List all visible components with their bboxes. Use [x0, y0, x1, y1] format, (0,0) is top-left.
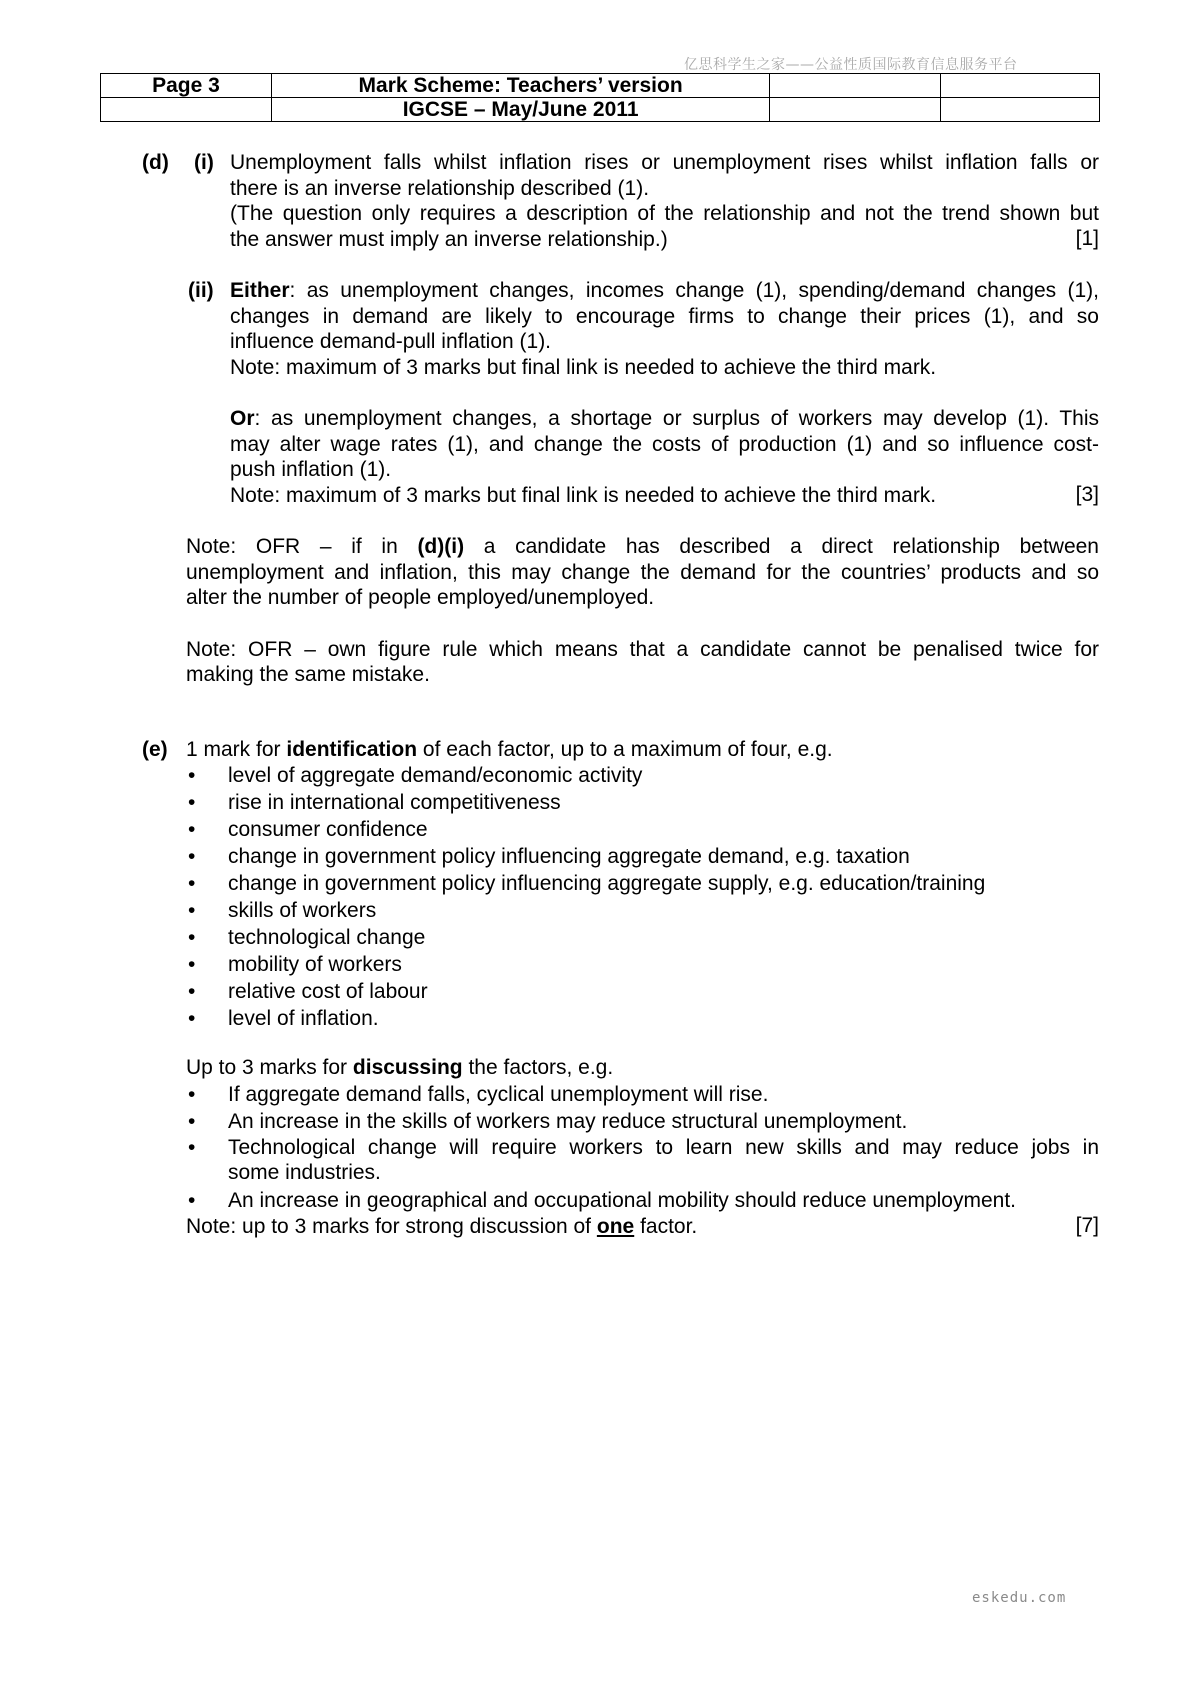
label-d-ii: (ii) — [188, 279, 214, 302]
d-i-line-2: there is an inverse relationship described (1). — [230, 177, 650, 200]
d-ii-either-line-3: influence demand-pull inflation (1). — [230, 330, 552, 353]
list-item: • Technological change will require workers to learn new skills and may reduce jobs in some industries. — [188, 1136, 1099, 1184]
header-empty-cell — [770, 74, 941, 98]
label-d: (d) — [142, 151, 169, 174]
either-text: : as unemployment changes, incomes change (1), spending/demand changes (1), — [289, 279, 1099, 302]
page-number: Page 3 — [101, 74, 272, 98]
d-i-line-4: the answer must imply an inverse relationship.) — [230, 228, 668, 251]
mark-e: [7] — [1075, 1214, 1099, 1237]
list-item: • consumer confidence — [188, 818, 428, 841]
note-ofr-1-line-2: unemployment and inflation, this may change the demand for the countries’ products and so — [186, 561, 1099, 584]
label-d-i: (i) — [194, 151, 214, 174]
list-item: • change in government policy influencing aggregate supply, e.g. education/training — [188, 872, 986, 895]
header-empty-cell — [941, 98, 1100, 122]
list-item: • rise in international competitiveness — [188, 791, 561, 814]
either-keyword: Either — [230, 279, 290, 302]
e-final-note: Note: up to 3 marks for strong discussion of one factor. — [186, 1215, 698, 1238]
list-item: • change in government policy influencing aggregate demand, e.g. taxation — [188, 845, 910, 868]
e-intro: 1 mark for identification of each factor, up to a maximum of four, e.g. — [186, 738, 833, 761]
d-ii-either-line-2: changes in demand are likely to encourage firms to change their prices (1), and so — [230, 305, 1099, 328]
header-empty-cell — [941, 74, 1100, 98]
d-ii-or-line-1 — [230, 406, 1099, 432]
d-ii-note-2: Note: maximum of 3 marks but final link is needed to achieve the third mark. — [230, 484, 937, 507]
list-item: • An increase in the skills of workers may reduce structural unemployment. — [188, 1110, 908, 1133]
or-keyword: Or — [230, 407, 255, 430]
d-ii-either-line-1 — [230, 278, 1099, 304]
note-ofr-2-line-1: Note: OFR – own figure rule which means that a candidate cannot be penalised twice for — [186, 638, 1099, 661]
list-item: • level of aggregate demand/economic activity — [188, 764, 643, 787]
note-ofr-2-line-2: making the same mistake. — [186, 663, 430, 686]
mark-d-ii: [3] — [1075, 483, 1099, 506]
list-item: • level of inflation. — [188, 1007, 379, 1030]
header-empty-cell — [770, 98, 941, 122]
list-item: • skills of workers — [188, 899, 377, 922]
list-item: • An increase in geographical and occupational mobility should reduce unemployment. — [188, 1189, 1016, 1212]
d-ii-or-line-3: push inflation (1). — [230, 458, 392, 481]
d-i-line-3: (The question only requires a description of the relationship and not the trend shown but — [230, 202, 1099, 225]
header-empty-cell — [101, 98, 272, 122]
list-item: • mobility of workers — [188, 953, 402, 976]
note-ofr-1-line-1: Note: OFR – if in (d)(i) a candidate has described a direct relationship between — [186, 535, 1099, 558]
page-title: Mark Scheme: Teachers’ version — [271, 74, 770, 98]
watermark-bottom: eskedu.com — [972, 1590, 1067, 1606]
list-item: • relative cost of labour — [188, 980, 428, 1003]
factor-list — [186, 762, 985, 1032]
discussion-list — [186, 1081, 1099, 1214]
header-table — [100, 73, 1100, 122]
mark-d-i: [1] — [1075, 227, 1099, 250]
e-discussion-intro: Up to 3 marks for discussing the factors, e.g. — [186, 1056, 614, 1079]
label-e: (e) — [142, 738, 168, 761]
d-i-line-1: Unemployment falls whilst inflation rises or unemployment rises whilst inflation falls or — [230, 151, 1099, 174]
note-ofr-1-line-3: alter the number of people employed/unemployed. — [186, 586, 655, 609]
d-ii-note-1: Note: maximum of 3 marks but final link is needed to achieve the third mark. — [230, 356, 937, 379]
or-text: : as unemployment changes, a shortage or surplus of workers may develop (1). This — [254, 407, 1099, 430]
d-ii-or-line-2: may alter wage rates (1), and change the costs of production (1) and so influence cost- — [230, 433, 1099, 456]
list-item: • If aggregate demand falls, cyclical unemployment will rise. — [188, 1083, 769, 1106]
list-item: • technological change — [188, 926, 426, 949]
watermark-top: 亿思科学生之家——公益性质国际教育信息服务平台 — [684, 57, 1018, 73]
page-subtitle: IGCSE – May/June 2011 — [271, 98, 770, 122]
